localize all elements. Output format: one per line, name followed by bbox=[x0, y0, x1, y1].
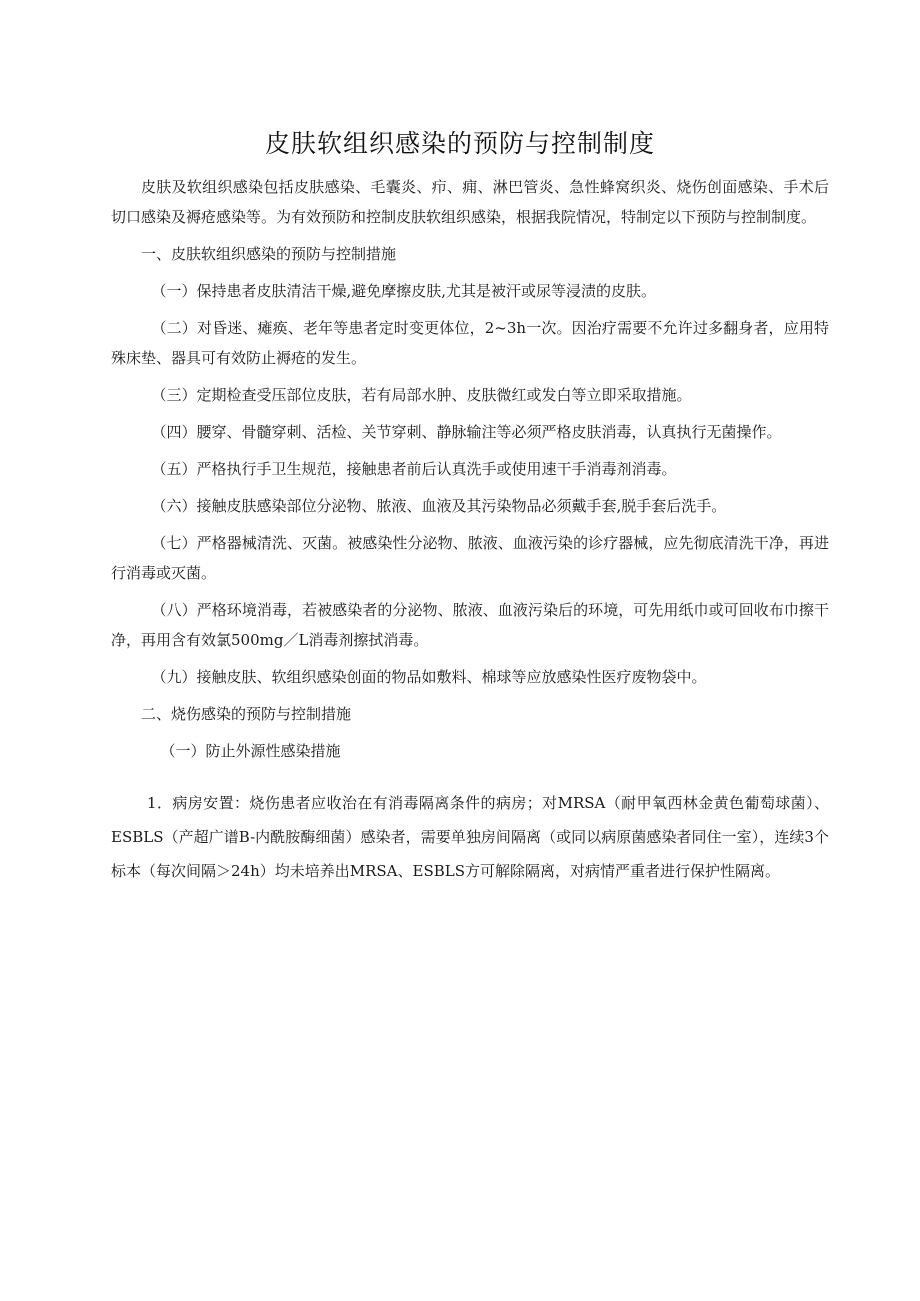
document-body bbox=[111, 172, 829, 888]
section-1-item-4: （四）腰穿、骨髓穿刺、活检、关节穿刺、静脉输注等必须严格皮肤消毒，认真执行无菌操作。 bbox=[151, 423, 782, 441]
document-title: 皮肤软组织感染的预防与控制制度 bbox=[264, 129, 655, 158]
section-1-heading: 一、皮肤软组织感染的预防与控制措施 bbox=[141, 245, 397, 263]
section-1-item-8: （八）严格环境消毒，若被感染者的分泌物、脓液、血液污染后的环境，可先用纸巾或可回收布巾擦干净，再用含有效氯500mg／L消毒剂擦拭消毒。 bbox=[111, 601, 829, 649]
section-2-subheading: （一）防止外源性感染措施 bbox=[160, 742, 341, 760]
section-1-item-9: （九）接触皮肤、软组织感染创面的物品如敷料、棉球等应放感染性医疗废物袋中。 bbox=[151, 668, 707, 686]
intro-paragraph: 皮肤及软组织感染包括皮肤感染、毛囊炎、疖、痈、淋巴管炎、急性蜂窝织炎、烧伤创面感染、手术后切口感染及褥疮感染等。为有效预防和控制皮肤软组织感染，根据我院情况，特制定以下预防与控制制度。 bbox=[111, 178, 829, 226]
section-1-item-7: （七）严格器械清洗、灭菌。被感染性分泌物、脓液、血液污染的诊疗器械，应先彻底清洗干净，再进行消毒或灭菌。 bbox=[111, 534, 829, 582]
section-1-item-2: （二）对昏迷、瘫痪、老年等患者定时变更体位，2~3h一次。因治疗需要不允许过多翻身者，应用特殊床垫、器具可有效防止褥疮的发生。 bbox=[111, 319, 829, 367]
section-2-heading: 二、烧伤感染的预防与控制措施 bbox=[141, 705, 352, 723]
section-1-item-5: （五）严格执行手卫生规范，接触患者前后认真洗手或使用速干手消毒剂消毒。 bbox=[151, 460, 677, 478]
section-1-item-3: （三）定期检查受压部位皮肤，若有局部水肿、皮肤微红或发白等立即采取措施。 bbox=[151, 386, 692, 404]
section-2-numbered-item-1: 1．病房安置：烧伤患者应收治在有消毒隔离条件的病房；对MRSA（耐甲氧西林金黄色葡萄球菌）、ESBLS（产超广谱B-内酰胺酶细菌）感染者，需要单独房间隔离（或同以病原菌感染者同住一室），连续3个标本（每次间隔＞24h）均未培养出MRSA、ESBLS方可解除隔离，对病情严重者进行保护性隔离。 bbox=[111, 794, 829, 880]
section-1-item-1: （一）保持患者皮肤清洁干燥,避免摩擦皮肤,尤其是被汗或尿等浸渍的皮肤。 bbox=[151, 282, 657, 300]
section-1-item-6: （六）接触皮肤感染部位分泌物、脓液、血液及其污染物品必须戴手套,脱手套后洗手。 bbox=[151, 497, 727, 515]
